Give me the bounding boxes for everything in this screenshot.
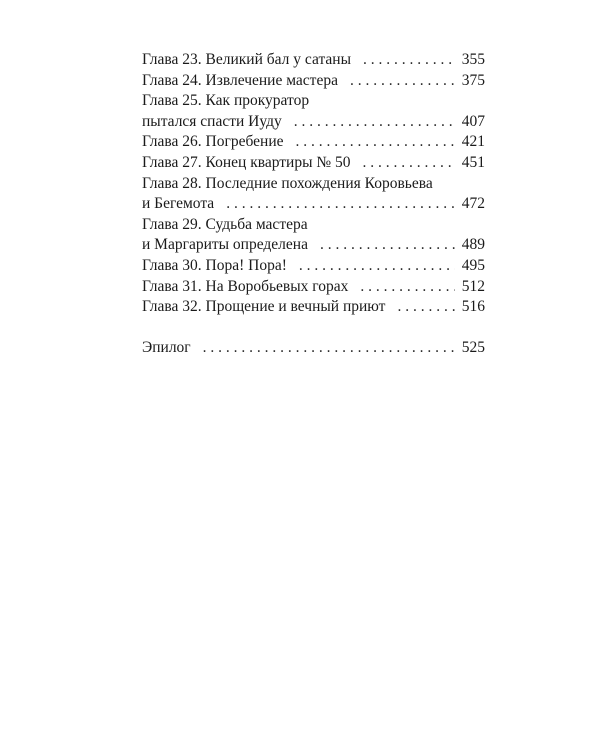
toc-entry-title: Глава 31. На Воробьевых горах xyxy=(142,277,349,295)
dot-leader xyxy=(363,153,455,174)
toc-entry-title: Эпилог xyxy=(142,338,191,356)
toc-entry-page: 512 xyxy=(461,277,485,295)
dot-leader xyxy=(320,235,455,256)
toc-entry-title: Глава 32. Прощение и вечный приют xyxy=(142,298,386,316)
toc-entry-title: Глава 29. Судьба мастера xyxy=(142,215,308,233)
toc-entry-chapter-30[interactable] xyxy=(142,256,485,277)
toc-entry-chapter-29-line-1[interactable] xyxy=(142,215,485,236)
toc-entry-title: Глава 28. Последние похождения Коровьева xyxy=(142,174,433,192)
toc-entry-chapter-23[interactable] xyxy=(142,50,485,71)
toc-entry-page: 489 xyxy=(461,236,485,254)
toc-entry-title: Глава 30. Пора! Пора! xyxy=(142,256,287,274)
dot-leader xyxy=(350,71,455,92)
toc-entry-page: 407 xyxy=(461,112,485,130)
toc-entry-chapter-28-line-2[interactable] xyxy=(142,194,485,215)
toc-entry-chapter-32[interactable] xyxy=(142,297,485,318)
toc-entry-page: 472 xyxy=(461,195,485,213)
toc-entry-chapter-25-line-2[interactable] xyxy=(142,112,485,133)
toc-entry-chapter-27[interactable] xyxy=(142,153,485,174)
toc-entry-title: Глава 24. Извлечение мастера xyxy=(142,71,338,89)
toc-entry-title: Глава 23. Великий бал у сатаны xyxy=(142,51,352,68)
toc-entry-page: 355 xyxy=(461,51,485,68)
toc-entry-title: Глава 27. Конец квартиры № 50 xyxy=(142,153,351,171)
dot-leader xyxy=(294,112,455,133)
toc-entry-chapter-31[interactable] xyxy=(142,277,485,298)
dot-leader xyxy=(296,132,456,153)
toc-entry-chapter-26[interactable] xyxy=(142,132,485,153)
dot-leader xyxy=(203,338,455,359)
section-spacer xyxy=(142,318,485,338)
toc-entry-chapter-28-line-1[interactable] xyxy=(142,174,485,195)
toc-entry-page: 375 xyxy=(461,71,485,89)
toc-entry-page: 525 xyxy=(461,338,485,356)
toc-entry-chapter-25-line-1[interactable] xyxy=(142,91,485,112)
toc-entry-epilogue[interactable] xyxy=(142,338,485,359)
toc-entry-page: 451 xyxy=(461,153,485,171)
toc-entry-title: Глава 25. Как прокуратор xyxy=(142,92,310,110)
toc-entry-page: 516 xyxy=(461,298,485,316)
toc-entry-title-continued: и Маргариты определена xyxy=(142,236,308,254)
toc-entry-title: Глава 26. Погребение xyxy=(142,133,284,151)
toc-entry-page: 495 xyxy=(461,256,485,274)
toc-entry-chapter-24[interactable] xyxy=(142,71,485,92)
dot-leader xyxy=(226,194,455,215)
dot-leader xyxy=(360,277,455,298)
toc-entry-title-continued: и Бегемота xyxy=(142,195,215,213)
dot-leader xyxy=(363,50,455,71)
dot-leader xyxy=(299,256,455,277)
table-of-contents xyxy=(142,50,485,358)
toc-entry-chapter-29-line-2[interactable] xyxy=(142,235,485,256)
dot-leader xyxy=(397,297,455,318)
toc-entry-page: 421 xyxy=(461,133,485,151)
toc-entry-title-continued: пытался спасти Иуду xyxy=(142,112,282,130)
